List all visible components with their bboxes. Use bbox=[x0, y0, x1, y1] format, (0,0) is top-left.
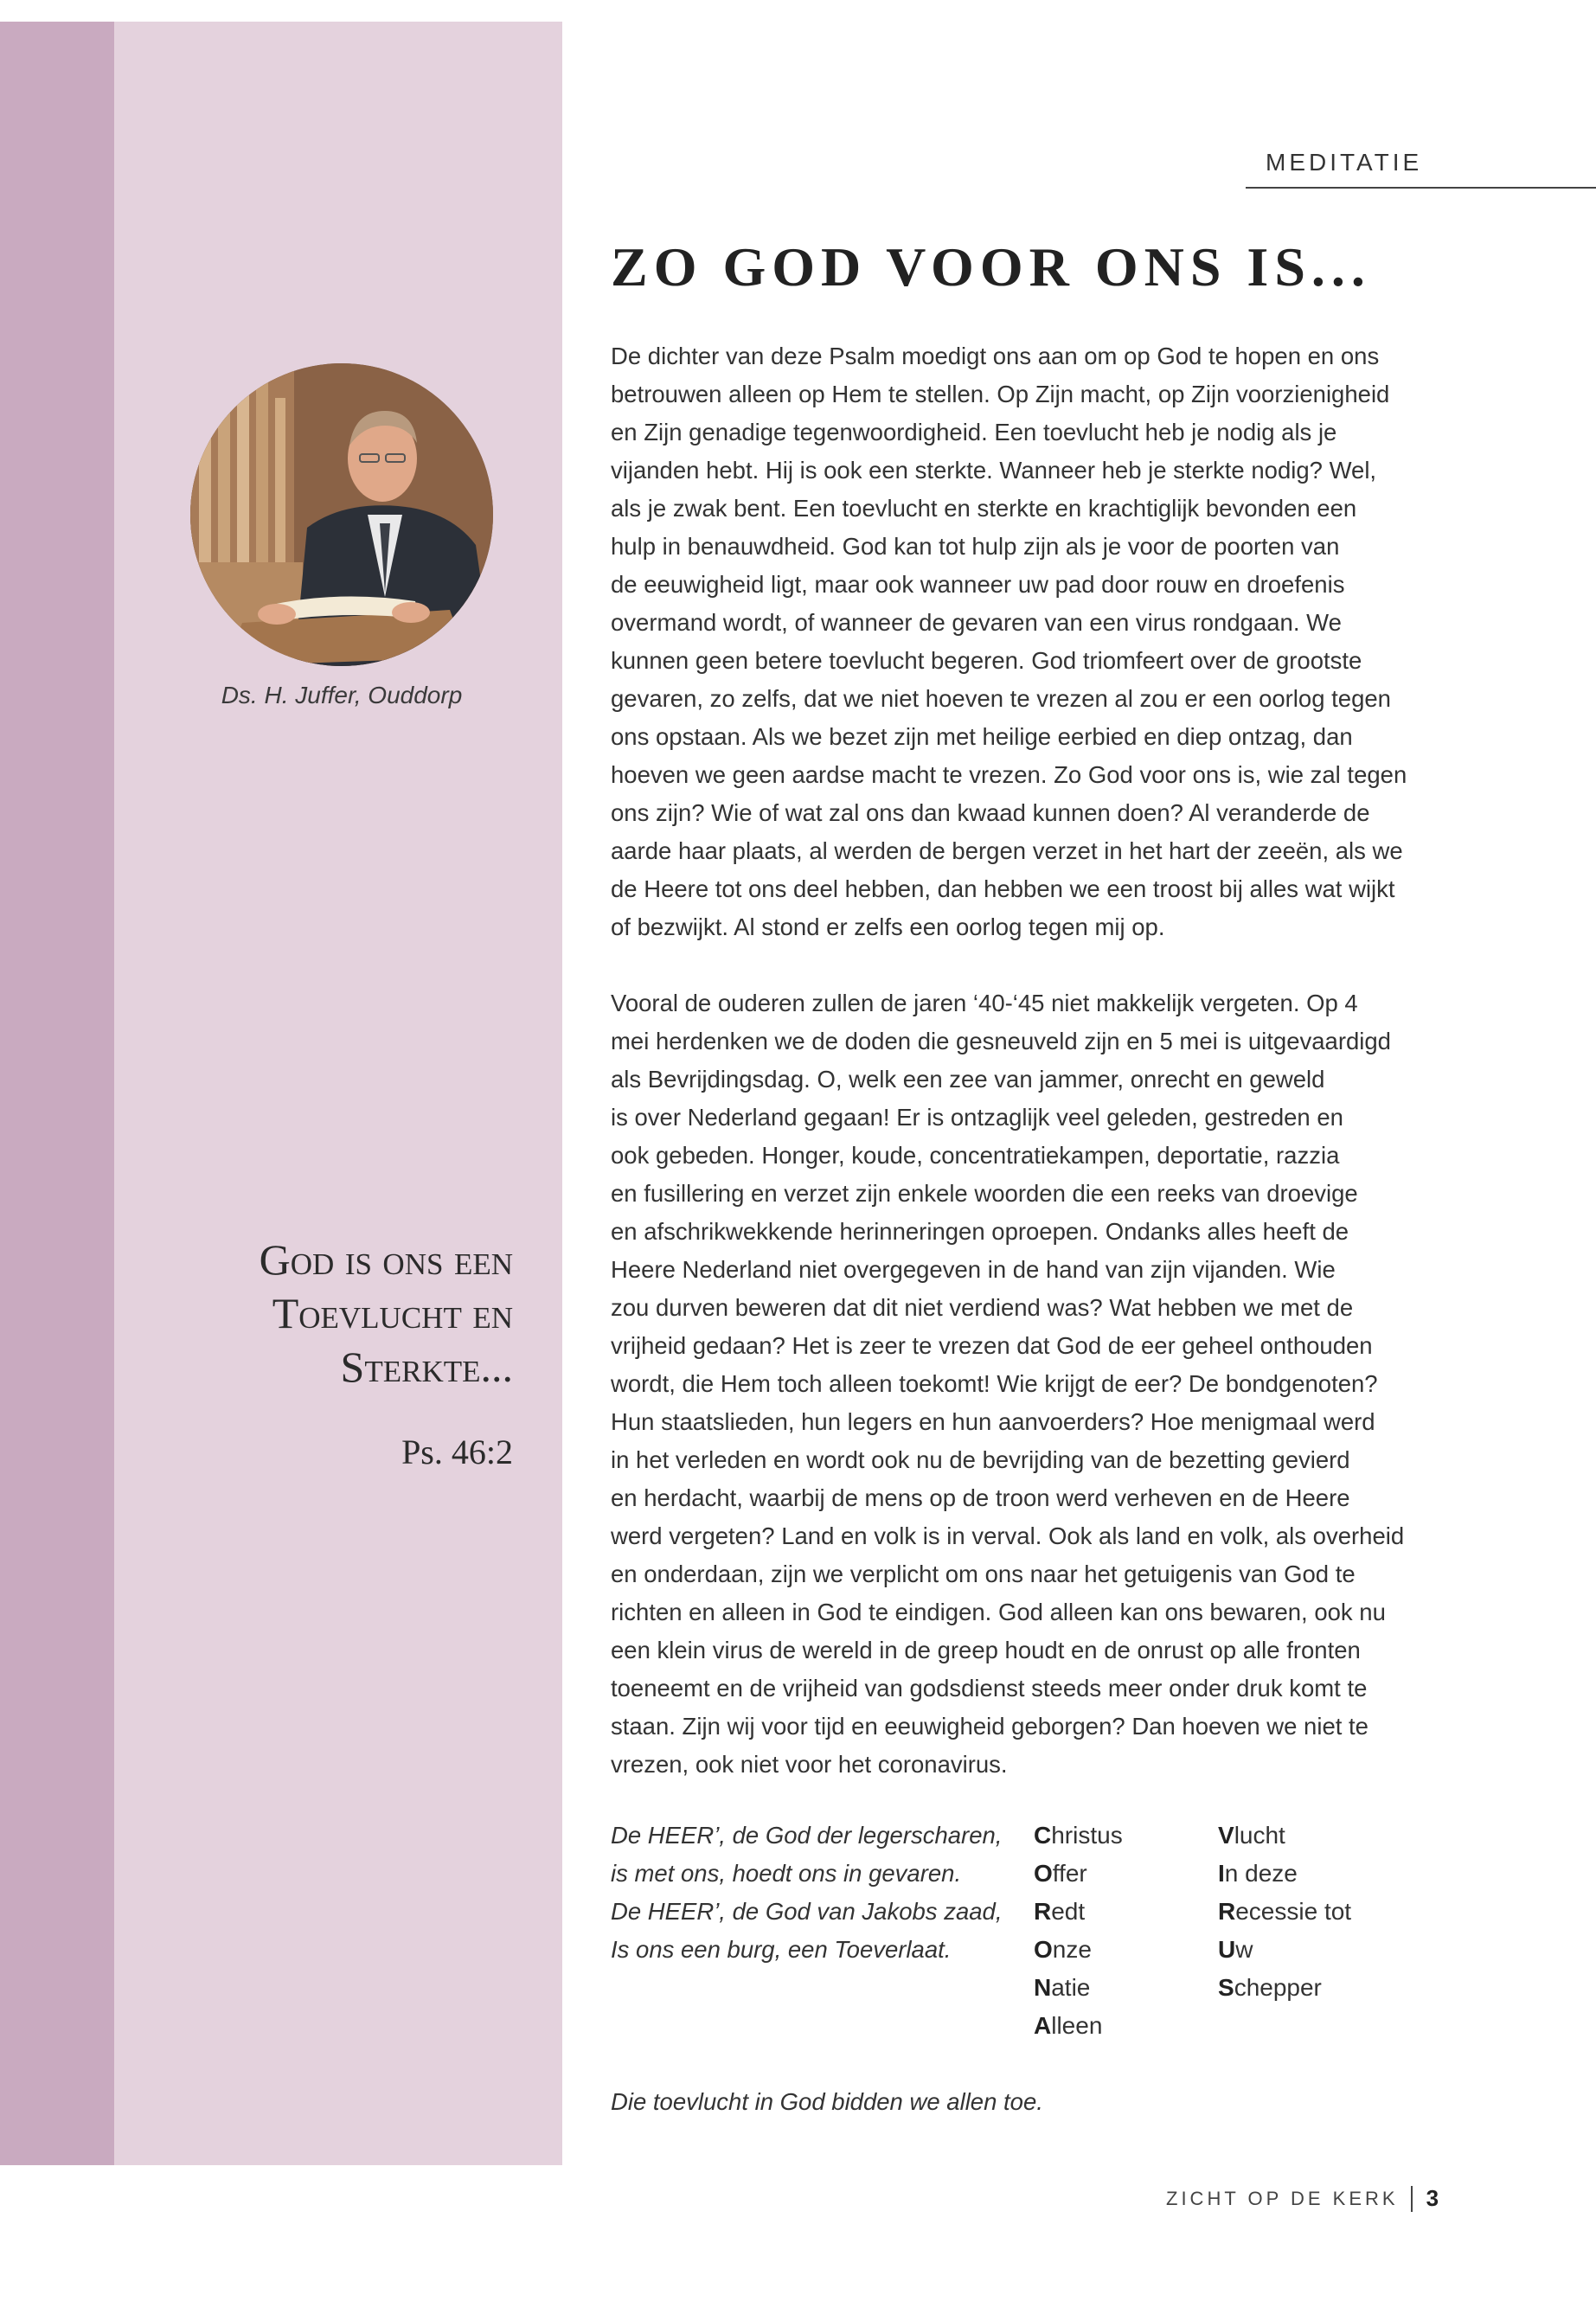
acrostic-corona bbox=[1034, 1817, 1123, 2045]
acrostic-virus bbox=[1218, 1817, 1351, 2007]
text-line: en herdacht, waarbij de mens op de troon werd verheven en de Heere bbox=[611, 1484, 1350, 1511]
acrostic-line bbox=[1034, 1969, 1123, 2007]
text-line: in het verleden en wordt ook nu de bevrijding van de bezetting gevierd bbox=[611, 1446, 1350, 1473]
acrostic-line bbox=[1034, 1855, 1123, 1893]
text-line: hoeven we geen aardse macht te vrezen. Zo God voor ons is, wie zal tegen bbox=[611, 761, 1407, 788]
author-portrait bbox=[190, 363, 493, 666]
text-line: een klein virus de wereld in de greep houdt en de onrust op alle fronten bbox=[611, 1637, 1361, 1663]
acrostic-rest: nze bbox=[1052, 1936, 1092, 1963]
paragraph bbox=[611, 337, 1476, 946]
acrostic-initial: C bbox=[1034, 1822, 1052, 1849]
acrostic-line bbox=[1218, 1893, 1351, 1931]
closing-line: Die toevlucht in God bidden we allen toe. bbox=[611, 2088, 1043, 2115]
page-footer bbox=[1166, 2185, 1439, 2212]
acrostic-initial: U bbox=[1218, 1936, 1236, 1963]
text-line: vijanden hebt. Hij is ook een sterkte. Wanneer heb je sterkte nodig? Wel, bbox=[611, 457, 1377, 484]
text-line: kunnen geen betere toevlucht begeren. God triomfeert over de grootste bbox=[611, 647, 1362, 674]
acrostic-rest: hristus bbox=[1051, 1822, 1123, 1849]
verse-line: De HEER’, de God der legerscharen, bbox=[611, 1822, 1003, 1849]
acrostic-line bbox=[1218, 1969, 1351, 2007]
acrostic-line bbox=[1218, 1817, 1351, 1855]
acrostic-line bbox=[1218, 1931, 1351, 1969]
acrostic-rest: w bbox=[1235, 1936, 1253, 1963]
text-line: de eeuwigheid ligt, maar ook wanneer uw pad door rouw en droefenis bbox=[611, 571, 1345, 598]
verse-line: De HEER’, de God van Jakobs zaad, bbox=[611, 1898, 1003, 1925]
acrostic-initial: R bbox=[1034, 1898, 1052, 1925]
text-line: werd vergeten? Land en volk is in verval. Ook als land en volk, als overheid bbox=[611, 1522, 1405, 1549]
acrostic-rest: ecessie tot bbox=[1235, 1898, 1352, 1925]
acrostic-rest: ffer bbox=[1052, 1860, 1087, 1887]
text-line: ons opstaan. Als we bezet zijn met heilige eerbied en diep ontzag, dan bbox=[611, 723, 1353, 750]
acrostic-line bbox=[1034, 2007, 1123, 2045]
acrostic-initial: O bbox=[1034, 1936, 1053, 1963]
paragraph bbox=[611, 984, 1476, 1784]
text-line: en Zijn genadige tegenwoordigheid. Een toevlucht heb je nodig als je bbox=[611, 419, 1337, 445]
article-body bbox=[611, 337, 1476, 1784]
portrait-caption: Ds. H. Juffer, Ouddorp bbox=[221, 682, 463, 708]
text-line: staan. Zijn wij voor tijd en eeuwigheid geborgen? Dan hoeven we niet te bbox=[611, 1713, 1368, 1740]
text-line: ook gebeden. Honger, koude, concentratiekampen, deportatie, razzia bbox=[611, 1142, 1340, 1169]
text-line: wordt, die Hem toch alleen toekomt! Wie krijgt de eer? De bondgenoten? bbox=[611, 1370, 1378, 1397]
text-line: als Bevrijdingsdag. O, welk een zee van jammer, onrecht en geweld bbox=[611, 1066, 1325, 1093]
text-line: ons zijn? Wie of wat zal ons dan kwaad kunnen doen? Al veranderde de bbox=[611, 799, 1370, 826]
verse-line: Is ons een burg, een Toeverlaat. bbox=[611, 1936, 952, 1963]
text-line: en afschrikwekkende herinneringen oproepen. Ondanks alles heeft de bbox=[611, 1218, 1349, 1245]
text-line: of bezwijkt. Al stond er zelfs een oorlog tegen mij op. bbox=[611, 913, 1165, 940]
magazine-name: ZICHT OP DE KERK bbox=[1166, 2187, 1399, 2209]
page-number: 3 bbox=[1426, 2185, 1439, 2211]
text-line: mei herdenken we de doden die gesneuveld zijn en 5 mei is uitgevaardigd bbox=[611, 1028, 1391, 1054]
acrostic-rest: lleen bbox=[1051, 2012, 1103, 2039]
acrostic-initial: O bbox=[1034, 1860, 1053, 1887]
pull-quote-line: Toevlucht en bbox=[272, 1289, 513, 1337]
pull-quote-line: Sterkte... bbox=[340, 1343, 513, 1391]
acrostic-line bbox=[1218, 1855, 1351, 1893]
pull-quote-line: God is ons een bbox=[259, 1235, 513, 1284]
acrostic-rest: lucht bbox=[1234, 1822, 1285, 1849]
text-line: Vooral de ouderen zullen de jaren ‘40-‘45 niet makkelijk vergeten. Op 4 bbox=[611, 990, 1358, 1016]
section-rule bbox=[1246, 187, 1596, 189]
text-line: aarde haar plaats, al werden de bergen verzet in het hart der zeeën, als we bbox=[611, 837, 1403, 864]
sidebar-band-dark bbox=[0, 22, 114, 2165]
verse-line: is met ons, hoedt ons in gevaren. bbox=[611, 1860, 962, 1887]
text-line: Hun staatslieden, hun legers en hun aanvoerders? Hoe menigmaal werd bbox=[611, 1408, 1375, 1435]
acrostic-line bbox=[1034, 1817, 1123, 1855]
acrostic-rest: chepper bbox=[1234, 1974, 1322, 2001]
acrostic-rest: edt bbox=[1051, 1898, 1086, 1925]
text-line: en onderdaan, zijn we verplicht om ons naar het getuigenis van God te bbox=[611, 1561, 1356, 1587]
text-line: toeneemt en de vrijheid van godsdienst steeds meer onder druk komt te bbox=[611, 1675, 1368, 1702]
acrostic-initial: N bbox=[1034, 1974, 1052, 2001]
acrostic-rest: n deze bbox=[1224, 1860, 1298, 1887]
footer-divider bbox=[1411, 2186, 1413, 2212]
text-line: gevaren, zo zelfs, dat we niet hoeven te vrezen al zou er een oorlog tegen bbox=[611, 685, 1391, 712]
acrostic-initial: I bbox=[1218, 1860, 1225, 1887]
text-line: en fusillering en verzet zijn enkele woorden die een reeks van droevige bbox=[611, 1180, 1358, 1207]
acrostic-initial: S bbox=[1218, 1974, 1234, 2001]
text-line: is over Nederland gegaan! Er is ontzaglijk veel geleden, gestreden en bbox=[611, 1104, 1343, 1131]
text-line: De dichter van deze Psalm moedigt ons aan om op God te hopen en ons bbox=[611, 343, 1380, 369]
portrait-illustration bbox=[190, 363, 493, 666]
pull-quote bbox=[164, 1233, 513, 1394]
article-title: ZO GOD VOOR ONS IS... bbox=[611, 236, 1371, 298]
section-label: MEDITATIE bbox=[1266, 149, 1423, 176]
text-line: richten en alleen in God te eindigen. God alleen kan ons bewaren, ook nu bbox=[611, 1599, 1386, 1625]
acrostic-initial: A bbox=[1034, 2012, 1052, 2039]
text-line: betrouwen alleen op Hem te stellen. Op Zijn macht, op Zijn voorzienigheid bbox=[611, 381, 1390, 407]
text-line: vrezen, ook niet voor het coronavirus. bbox=[611, 1751, 1008, 1778]
acrostic-initial: R bbox=[1218, 1898, 1236, 1925]
text-line: overmand wordt, of wanneer de gevaren van een virus rondgaan. We bbox=[611, 609, 1342, 636]
text-line: als je zwak bent. Een toevlucht en sterkte en krachtiglijk bevonden een bbox=[611, 495, 1357, 522]
acrostic-initial: V bbox=[1218, 1822, 1234, 1849]
psalm-verse bbox=[611, 1817, 1002, 1969]
acrostic-line bbox=[1034, 1893, 1123, 1931]
text-line: de Heere tot ons deel hebben, dan hebben we een troost bij alles wat wijkt bbox=[611, 875, 1395, 902]
sidebar-band-light bbox=[114, 22, 562, 2165]
text-line: hulp in benauwdheid. God kan tot hulp zijn als je voor de poorten van bbox=[611, 533, 1340, 560]
pull-quote-reference: Ps. 46:2 bbox=[401, 1433, 513, 1471]
text-line: zou durven beweren dat dit niet verdiend was? Wat hebben we met de bbox=[611, 1294, 1354, 1321]
acrostic-rest: atie bbox=[1051, 1974, 1091, 2001]
text-line: vrijheid gedaan? Het is zeer te vrezen dat God de eer geheel onthouden bbox=[611, 1332, 1373, 1359]
acrostic-line bbox=[1034, 1931, 1123, 1969]
text-line: Heere Nederland niet overgegeven in de hand van zijn vijanden. Wie bbox=[611, 1256, 1336, 1283]
